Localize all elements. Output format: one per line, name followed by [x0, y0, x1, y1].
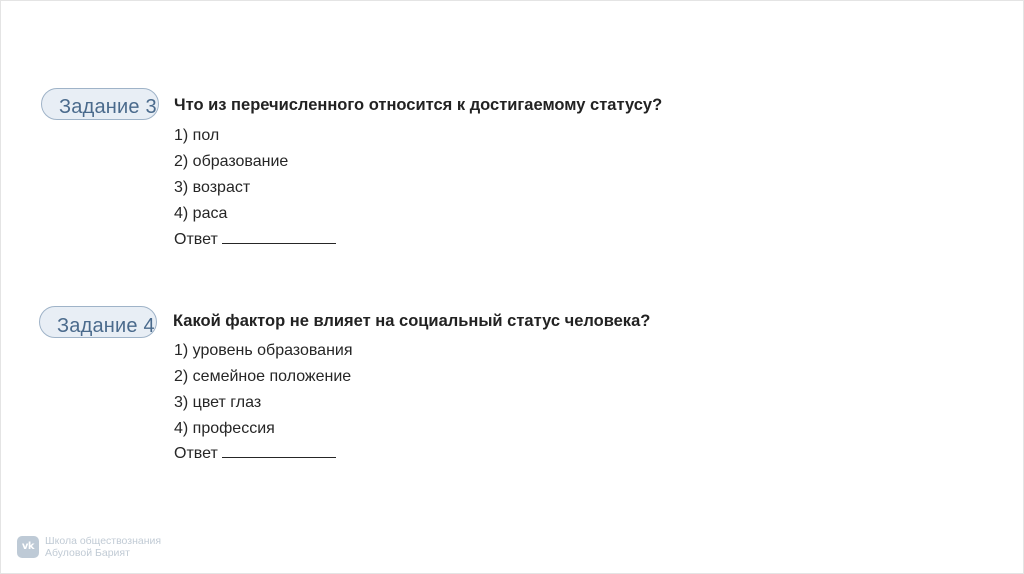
answer-blank[interactable] — [222, 228, 336, 244]
task-label: Задание 4 — [57, 315, 155, 337]
answer-label: Ответ — [174, 445, 218, 462]
task-label: Задание 3 — [59, 96, 157, 118]
question-text: Какой фактор не влияет на социальный статус человека? — [173, 312, 651, 330]
options-list — [174, 123, 288, 227]
watermark-text — [45, 535, 161, 559]
option-item: 4) раса — [174, 205, 228, 222]
option-item: 3) цвет глаз — [174, 394, 262, 411]
vk-logo-icon: vk — [17, 536, 39, 558]
answer-label: Ответ — [174, 231, 218, 248]
answer-line — [174, 227, 336, 253]
option-item: 1) уровень образования — [174, 342, 353, 359]
options-list — [174, 338, 353, 442]
option-item: 1) пол — [174, 127, 220, 144]
answer-line — [174, 441, 336, 467]
option-item: 4) профессия — [174, 420, 275, 437]
option-item: 3) возраст — [174, 179, 251, 196]
watermark — [17, 535, 161, 559]
answer-blank[interactable] — [222, 442, 336, 458]
option-item: 2) семейное положение — [174, 368, 352, 385]
watermark-line: Школа обществознания — [45, 535, 162, 547]
watermark-line: Абуловой Барият — [45, 547, 130, 559]
option-item: 2) образование — [174, 153, 289, 170]
question-text: Что из перечисленного относится к достигаемому статусу? — [174, 96, 663, 114]
